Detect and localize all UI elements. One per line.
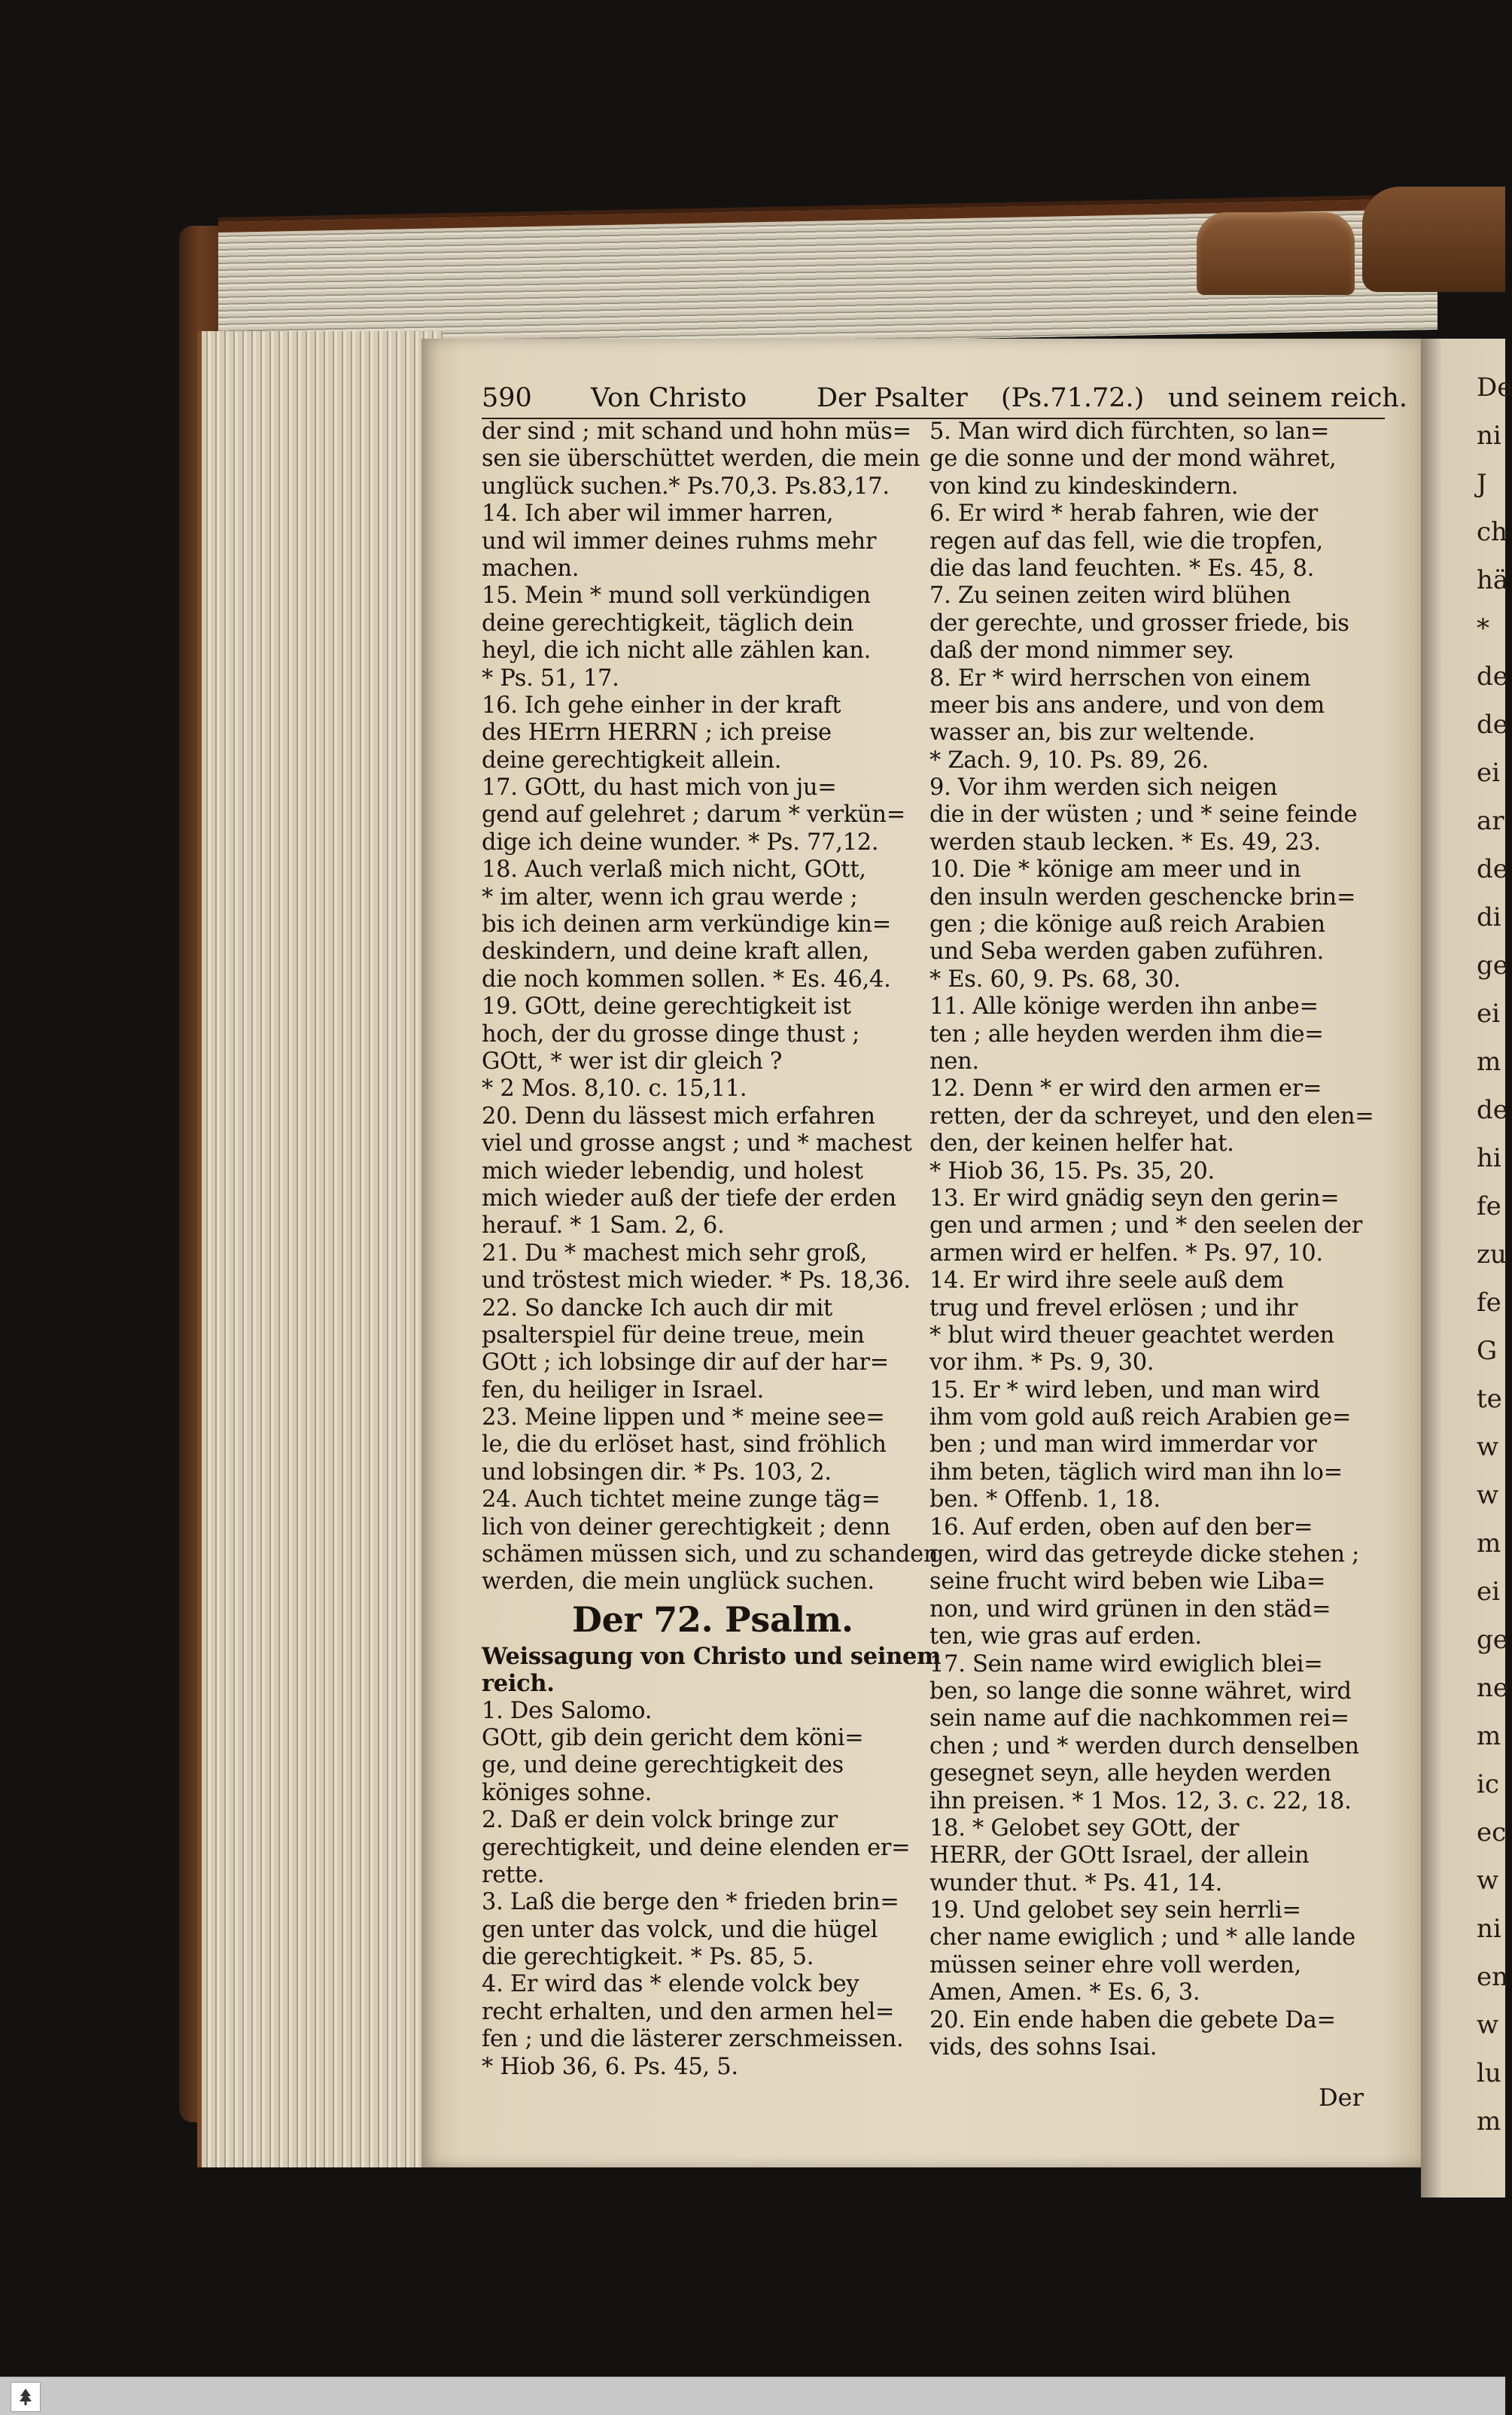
facing-page-fragment: zu xyxy=(1477,1239,1507,1270)
text-line: ten, wie gras auf erden. xyxy=(929,1623,1202,1650)
facing-page-fragment: di xyxy=(1477,902,1501,932)
text-line: mich wieder lebendig, und holest xyxy=(482,1157,863,1185)
text-line: der gerechte, und grosser friede, bis xyxy=(929,610,1349,637)
text-line: ben ; und man wird immerdar vor xyxy=(929,1431,1317,1458)
text-line: deine gerechtigkeit allein. xyxy=(482,747,782,774)
text-line: ben. * Offenb. 1, 18. xyxy=(929,1486,1161,1513)
text-line: die das land feuchten. * Es. 45, 8. xyxy=(929,555,1314,582)
text-line: viel und grosse angst ; und * machest xyxy=(482,1130,912,1157)
text-line: ge, und deine gerechtigkeit des xyxy=(482,1752,844,1779)
text-line: regen auf das fell, wie die tropfen, xyxy=(929,528,1323,555)
text-line: der sind ; mit schand und hohn müs= xyxy=(482,418,911,445)
text-line: trug und frevel erlösen ; und ihr xyxy=(929,1294,1298,1322)
text-line: 18. Auch verlaß mich nicht, GOtt, xyxy=(482,856,866,884)
chapter-reference: (Ps.71.72.) xyxy=(1001,383,1145,413)
facing-page-fragment: w xyxy=(1477,1866,1499,1896)
facing-page-fragment: hi xyxy=(1477,1143,1501,1173)
facing-page-fragment: ec xyxy=(1477,1817,1507,1848)
text-line: * im alter, wenn ich grau werde ; xyxy=(482,884,858,911)
text-line: gen, wird das getreyde dicke stehen ; xyxy=(929,1541,1360,1568)
text-line: daß der mond nimmer sey. xyxy=(929,637,1234,665)
facing-page-fragment: de xyxy=(1477,854,1508,884)
text-line: gesegnet seyn, alle heyden werden xyxy=(929,1760,1331,1787)
text-line: ihm beten, täglich wird man ihn lo= xyxy=(929,1458,1343,1486)
tree-icon xyxy=(16,2387,35,2407)
text-line: ihn preisen. * 1 Mos. 12, 3. c. 22, 18. xyxy=(929,1787,1352,1814)
text-line: retten, der da schreyet, und den elen= xyxy=(929,1103,1374,1130)
text-line: und lobsingen dir. * Ps. 103, 2. xyxy=(482,1458,832,1486)
text-line: non, und wird grünen in den städ= xyxy=(929,1595,1331,1623)
text-line: rette. xyxy=(482,1861,545,1888)
text-line: müssen seiner ehre voll werden, xyxy=(929,1951,1301,1979)
text-line: ihm vom gold auß reich Arabien ge= xyxy=(929,1404,1352,1431)
text-line: herauf. * 1 Sam. 2, 6. xyxy=(482,1212,725,1239)
text-line: 19. Und gelobet sey sein herrli= xyxy=(929,1897,1301,1924)
facing-page-fragment: ar xyxy=(1477,806,1504,836)
text-line: 8. Er * wird herrschen von einem xyxy=(929,665,1311,692)
text-line: des HErrn HERRN ; ich preise xyxy=(482,719,832,747)
text-line: 23. Meine lippen und * meine see= xyxy=(482,1404,885,1431)
text-line: werden, die mein unglück suchen. xyxy=(482,1568,875,1595)
library-logo-icon[interactable] xyxy=(11,2382,41,2412)
psalm-heading: Der 72. Psalm. xyxy=(572,1598,853,1640)
text-line: gen ; die könige auß reich Arabien xyxy=(929,911,1325,938)
left-text-column xyxy=(482,418,942,2081)
text-line: * Zach. 9, 10. Ps. 89, 26. xyxy=(929,747,1209,774)
facing-page-fragment: w xyxy=(1477,1480,1499,1510)
text-line: 13. Er wird gnädig seyn den gerin= xyxy=(929,1185,1340,1212)
text-line: den, der keinen helfer hat. xyxy=(929,1130,1234,1157)
text-line: 17. Sein name wird ewiglich blei= xyxy=(929,1650,1323,1677)
text-line: dige ich deine wunder. * Ps. 77,12. xyxy=(482,829,879,856)
text-line: von kind zu kindeskindern. xyxy=(929,473,1239,500)
text-line: und tröstest mich wieder. * Ps. 18,36. xyxy=(482,1267,911,1294)
facing-page-fragment: ni xyxy=(1477,421,1501,451)
text-line: und Seba werden gaben zuführen. xyxy=(929,938,1325,966)
metal-clasp xyxy=(1197,212,1355,295)
center-running-head: Der Psalter xyxy=(817,383,968,413)
text-line: gerechtigkeit, und deine elenden er= xyxy=(482,1834,911,1861)
text-line: * Hiob 36, 15. Ps. 35, 20. xyxy=(929,1157,1215,1185)
text-line: 17. GOtt, du hast mich von ju= xyxy=(482,774,837,801)
text-line: bis ich deinen arm verkündige kin= xyxy=(482,911,891,938)
text-line: heyl, die ich nicht alle zählen kan. xyxy=(482,637,872,665)
facing-page-fragment: ei xyxy=(1477,758,1500,788)
text-line: seine frucht wird beben wie Liba= xyxy=(929,1568,1326,1595)
text-line: 18. * Gelobet sey GOtt, der xyxy=(929,1814,1240,1842)
facing-page-fragment: ge xyxy=(1477,950,1508,981)
facing-page-fragment: ch xyxy=(1477,517,1507,547)
text-line: ge die sonne und der mond währet, xyxy=(929,446,1337,473)
text-line: psalterspiel für deine treue, mein xyxy=(482,1322,865,1349)
facing-page-fragment: fe xyxy=(1477,1288,1501,1318)
text-line: nen. xyxy=(929,1048,979,1075)
text-line: * 2 Mos. 8,10. c. 15,11. xyxy=(482,1075,747,1103)
text-line: deine gerechtigkeit, täglich dein xyxy=(482,610,854,637)
text-line: 11. Alle könige werden ihn anbe= xyxy=(929,993,1319,1020)
text-line: den insuln werden geschencke brin= xyxy=(929,884,1356,911)
text-line: sein name auf die nachkommen rei= xyxy=(929,1705,1349,1732)
facing-page-fragment: ei xyxy=(1477,1577,1500,1607)
text-line: 15. Mein * mund soll verkündigen xyxy=(482,582,871,610)
text-line: wunder thut. * Ps. 41, 14. xyxy=(929,1869,1223,1896)
facing-page-fragment: de xyxy=(1477,710,1508,740)
text-line: 6. Er wird * herab fahren, wie der xyxy=(929,500,1318,528)
text-line: * Hiob 36, 6. Ps. 45, 5. xyxy=(482,2053,738,2080)
facing-page-fragment: De xyxy=(1477,373,1512,403)
text-line: * blut wird theuer geachtet werden xyxy=(929,1322,1334,1349)
text-line: 2. Daß er dein volck bringe zur xyxy=(482,1807,838,1834)
text-line: vids, des sohns Isai. xyxy=(929,2034,1158,2061)
text-line: und wil immer deines ruhms mehr xyxy=(482,528,877,555)
facing-page-fragment: w xyxy=(1477,2010,1499,2040)
right-text-column xyxy=(929,418,1377,2061)
facing-page-fragment: * xyxy=(1477,613,1489,643)
facing-page-fragment: m xyxy=(1477,1528,1501,1559)
running-header xyxy=(482,380,1407,416)
psalm-title-line: reich. xyxy=(482,1670,555,1698)
facing-page-fragment: lu xyxy=(1477,2058,1501,2088)
text-line: sen sie überschüttet werden, die mein xyxy=(482,446,920,473)
text-line: * Ps. 51, 17. xyxy=(482,665,619,692)
text-line: werden staub lecken. * Es. 49, 23. xyxy=(929,829,1321,856)
text-line: die gerechtigkeit. * Ps. 85, 5. xyxy=(482,1944,814,1971)
text-line: recht erhalten, und den armen hel= xyxy=(482,1998,895,2025)
text-line: 20. Ein ende haben die gebete Da= xyxy=(929,2006,1336,2033)
text-line: armen wird er helfen. * Ps. 97, 10. xyxy=(929,1239,1323,1267)
viewer-toolbar xyxy=(0,2377,1505,2415)
text-line: * Es. 60, 9. Ps. 68, 30. xyxy=(929,966,1181,993)
facing-page-fragment: m xyxy=(1477,2106,1501,2137)
text-line: schämen müssen sich, und zu schanden xyxy=(482,1541,939,1568)
text-line: GOtt, gib dein gericht dem köni= xyxy=(482,1724,864,1751)
text-line: ben, so lange die sonne währet, wird xyxy=(929,1677,1352,1705)
facing-page-fragment: ei xyxy=(1477,999,1500,1029)
facing-page-fragment: fe xyxy=(1477,1191,1501,1221)
text-line: 7. Zu seinen zeiten wird blühen xyxy=(929,582,1291,610)
text-line: le, die du erlöset hast, sind fröhlich xyxy=(482,1431,887,1458)
text-line: gend auf gelehret ; darum * verkün= xyxy=(482,801,905,829)
text-line: 20. Denn du lässest mich erfahren xyxy=(482,1103,875,1130)
facing-page-fragment: G xyxy=(1477,1336,1498,1366)
left-running-head: Von Christo xyxy=(591,383,747,413)
text-line: 14. Ich aber wil immer harren, xyxy=(482,500,834,528)
text-line: chen ; und * werden durch denselben xyxy=(929,1732,1359,1760)
text-line: vor ihm. * Ps. 9, 30. xyxy=(929,1349,1155,1376)
text-line: cher name ewiglich ; und * alle lande xyxy=(929,1924,1355,1951)
text-line: 5. Man wird dich fürchten, so lan= xyxy=(929,418,1330,445)
page-stack xyxy=(197,331,443,2167)
text-line: lich von deiner gerechtigkeit ; denn xyxy=(482,1513,890,1541)
facing-page-fragment: ni xyxy=(1477,1914,1501,1944)
text-line: die noch kommen sollen. * Es. 46,4. xyxy=(482,966,891,993)
facing-page-fragment: ne xyxy=(1477,1673,1509,1703)
text-line: fen, du heiliger in Israel. xyxy=(482,1376,764,1404)
text-line: mich wieder auß der tiefe der erden xyxy=(482,1185,896,1212)
facing-page-fragment: te xyxy=(1477,1384,1502,1414)
text-line: 4. Er wird das * elende volck bey xyxy=(482,1971,859,1998)
text-line: gen unter das volck, und die hügel xyxy=(482,1916,878,1943)
facing-page-fragment: m xyxy=(1477,1047,1501,1077)
facing-page-fragment: J xyxy=(1477,469,1487,499)
text-line: gen und armen ; und * den seelen der xyxy=(929,1212,1363,1239)
text-line: 24. Auch tichtet meine zunge täg= xyxy=(482,1486,881,1513)
text-line: fen ; und die lästerer zerschmeissen. xyxy=(482,2026,904,2053)
text-line: königes sohne. xyxy=(482,1779,653,1806)
psalm-title-line: Weissagung von Christo und seinem xyxy=(482,1642,942,1670)
text-line: machen. xyxy=(482,555,580,582)
facing-page-fragment: hä xyxy=(1477,565,1509,595)
text-line: 16. Auf erden, oben auf den ber= xyxy=(929,1513,1313,1541)
right-running-head: und seinem reich. xyxy=(1168,383,1407,413)
text-line: 14. Er wird ihre seele auß dem xyxy=(929,1267,1284,1294)
text-line: 19. GOtt, deine gerechtigkeit ist xyxy=(482,993,851,1020)
facing-page-fragment: w xyxy=(1477,1432,1499,1462)
text-line: GOtt ; ich lobsinge dir auf der har= xyxy=(482,1349,890,1376)
text-line: 16. Ich gehe einher in der kraft xyxy=(482,692,841,719)
text-line: HERR, der GOtt Israel, der allein xyxy=(929,1842,1310,1869)
text-line: 22. So dancke Ich auch dir mit xyxy=(482,1294,833,1322)
text-line: deskindern, und deine kraft allen, xyxy=(482,938,869,966)
text-line: GOtt, * wer ist dir gleich ? xyxy=(482,1048,783,1075)
text-line: unglück suchen.* Ps.70,3. Ps.83,17. xyxy=(482,473,890,500)
facing-page-fragment: ic xyxy=(1477,1769,1499,1799)
text-line: 3. Laß die berge den * frieden brin= xyxy=(482,1889,899,1916)
text-line: 15. Er * wird leben, und man wird xyxy=(929,1376,1320,1404)
facing-page-fragment: ge xyxy=(1477,1625,1508,1655)
text-line: Amen, Amen. * Es. 6, 3. xyxy=(929,1979,1200,2006)
text-line: 9. Vor ihm werden sich neigen xyxy=(929,774,1278,801)
text-line: wasser an, bis zur weltende. xyxy=(929,719,1255,747)
catchword: Der xyxy=(1319,2083,1364,2112)
text-line: 1. Des Salomo. xyxy=(482,1697,653,1724)
text-line: die in der wüsten ; und * seine feinde xyxy=(929,801,1358,829)
text-line: 12. Denn * er wird den armen er= xyxy=(929,1075,1322,1103)
facing-page-fragment: en xyxy=(1477,1962,1509,1992)
text-line: ten ; alle heyden werden ihm die= xyxy=(929,1020,1324,1048)
metal-clasp-right xyxy=(1362,187,1505,292)
facing-page-fragment: de xyxy=(1477,662,1508,692)
text-line: 21. Du * machest mich sehr groß, xyxy=(482,1239,868,1267)
facing-page-fragment: m xyxy=(1477,1721,1501,1751)
text-line: 10. Die * könige am meer und in xyxy=(929,856,1301,884)
text-line: hoch, der du grosse dinge thust ; xyxy=(482,1020,860,1048)
page-number: 590 xyxy=(482,383,532,413)
text-line: meer bis ans andere, und von dem xyxy=(929,692,1325,719)
facing-page-fragment: de xyxy=(1477,1095,1508,1125)
